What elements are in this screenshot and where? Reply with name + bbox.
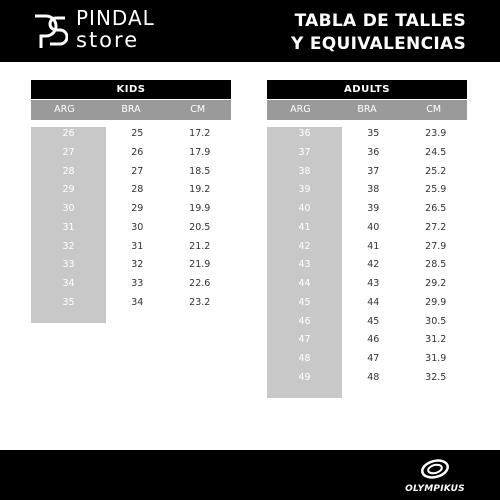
arg-cell: 34 <box>62 278 75 289</box>
arg-cell: 44 <box>298 278 311 289</box>
bra-cell: 29 <box>131 203 144 214</box>
cm-cell: 19.9 <box>189 203 211 214</box>
table-row <box>267 331 467 350</box>
bra-cell: 48 <box>367 371 380 383</box>
arg-cell: 40 <box>298 203 311 214</box>
cm-cell: 25.2 <box>425 165 447 177</box>
cm-cell: 23.9 <box>425 128 447 139</box>
kids-col-cm: CM <box>190 104 206 115</box>
pindal-logo-icon <box>32 14 68 50</box>
arg-cell: 47 <box>298 334 311 346</box>
bra-cell: 25 <box>131 128 144 139</box>
table-row <box>267 181 467 200</box>
cm-cell: 31.2 <box>425 334 447 346</box>
adults-size-table <box>267 80 467 388</box>
bra-cell: 35 <box>367 128 380 139</box>
bra-cell: 34 <box>131 296 144 308</box>
arg-cell: 32 <box>62 240 75 252</box>
table-row <box>31 200 231 219</box>
arg-cell: 31 <box>62 221 75 233</box>
table-row <box>267 144 467 163</box>
table-row <box>31 219 231 238</box>
arg-cell: 43 <box>298 259 311 271</box>
footer-bar <box>0 450 500 500</box>
table-row <box>31 256 231 275</box>
cm-cell: 29.9 <box>425 296 447 308</box>
table-row <box>267 163 467 182</box>
cm-cell: 30.5 <box>425 315 447 327</box>
adults-table-body <box>267 125 467 388</box>
bra-cell: 27 <box>131 165 144 177</box>
bra-cell: 30 <box>131 221 144 233</box>
bra-cell: 45 <box>367 315 380 327</box>
brand-name: OLYMPIKUS <box>405 484 465 494</box>
arg-cell: 46 <box>298 315 311 327</box>
arg-cell: 41 <box>298 221 311 233</box>
cm-cell: 27.9 <box>425 240 447 252</box>
bra-cell: 36 <box>367 146 380 158</box>
bra-cell: 31 <box>131 240 144 252</box>
adults-col-bra: BRA <box>357 104 377 115</box>
kids-table-body <box>31 125 231 313</box>
table-row <box>267 219 467 238</box>
arg-cell: 30 <box>62 203 75 214</box>
kids-size-table <box>31 80 231 313</box>
cm-cell: 32.5 <box>425 371 447 383</box>
arg-cell: 39 <box>298 184 311 196</box>
cm-cell: 18.5 <box>189 165 211 177</box>
adults-table-header <box>267 100 467 120</box>
kids-table-header <box>31 100 231 120</box>
bra-cell: 32 <box>131 259 144 271</box>
cm-cell: 24.5 <box>425 146 447 158</box>
adults-col-arg: ARG <box>290 104 311 115</box>
bra-cell: 38 <box>367 184 380 196</box>
bra-cell: 40 <box>367 221 380 233</box>
adults-col-cm: CM <box>426 104 442 115</box>
bra-cell: 43 <box>367 278 380 289</box>
arg-cell: 27 <box>62 146 75 158</box>
arg-cell: 37 <box>298 146 311 158</box>
bra-cell: 44 <box>367 296 380 308</box>
table-row <box>31 181 231 200</box>
arg-cell: 45 <box>298 296 311 308</box>
arg-cell: 36 <box>298 128 311 139</box>
kids-table-title: KIDS <box>31 80 231 99</box>
cm-cell: 21.2 <box>189 240 211 252</box>
arg-cell: 48 <box>298 353 311 364</box>
table-row <box>31 275 231 294</box>
arg-cell: 35 <box>62 296 75 308</box>
arg-cell: 26 <box>62 128 75 139</box>
bra-cell: 26 <box>131 146 144 158</box>
adults-table-title: ADULTS <box>267 80 467 99</box>
bra-cell: 37 <box>367 165 380 177</box>
arg-cell: 33 <box>62 259 75 271</box>
arg-cell: 29 <box>62 184 75 196</box>
table-row <box>267 238 467 257</box>
arg-cell: 42 <box>298 240 311 252</box>
kids-col-bra: BRA <box>121 104 141 115</box>
cm-cell: 26.5 <box>425 203 447 214</box>
table-row <box>31 144 231 163</box>
table-row <box>267 313 467 332</box>
cm-cell: 27.2 <box>425 221 447 233</box>
cm-cell: 20.5 <box>189 221 211 233</box>
cm-cell: 31.9 <box>425 353 447 364</box>
arg-cell: 49 <box>298 371 311 383</box>
bra-cell: 42 <box>367 259 380 271</box>
cm-cell: 17.9 <box>189 146 211 158</box>
arg-cell: 28 <box>62 165 75 177</box>
bra-cell: 39 <box>367 203 380 214</box>
cm-cell: 19.2 <box>189 184 211 196</box>
title-line-1: TABLA DE TALLES <box>294 11 466 31</box>
table-row <box>31 125 231 144</box>
bra-cell: 28 <box>131 184 144 196</box>
title-line-2: Y EQUIVALENCIAS <box>291 34 466 54</box>
bra-cell: 46 <box>367 334 380 346</box>
cm-cell: 21.9 <box>189 259 211 271</box>
olympikus-logo-icon <box>400 458 470 482</box>
cm-cell: 25.9 <box>425 184 447 196</box>
table-row <box>267 369 467 388</box>
logo-line-1: PINDAL <box>76 6 155 30</box>
table-row <box>31 238 231 257</box>
bra-cell: 41 <box>367 240 380 252</box>
kids-col-arg: ARG <box>54 104 75 115</box>
bra-cell: 47 <box>367 353 380 364</box>
header-bar <box>0 0 500 62</box>
arg-cell: 38 <box>298 165 311 177</box>
olympikus-brand <box>400 458 470 494</box>
cm-cell: 29.2 <box>425 278 447 289</box>
cm-cell: 28.5 <box>425 259 447 271</box>
table-row <box>267 350 467 369</box>
cm-cell: 23.2 <box>189 296 211 308</box>
table-row <box>267 294 467 313</box>
table-row <box>31 163 231 182</box>
table-row <box>267 200 467 219</box>
bra-cell: 33 <box>131 278 144 289</box>
logo-wordmark <box>76 8 155 51</box>
table-row <box>267 125 467 144</box>
page-title <box>291 10 466 56</box>
logo-line-2: store <box>76 28 140 52</box>
table-row <box>31 294 231 313</box>
table-row <box>267 256 467 275</box>
cm-cell: 17.2 <box>189 128 211 139</box>
cm-cell: 22.6 <box>189 278 211 289</box>
table-row <box>267 275 467 294</box>
